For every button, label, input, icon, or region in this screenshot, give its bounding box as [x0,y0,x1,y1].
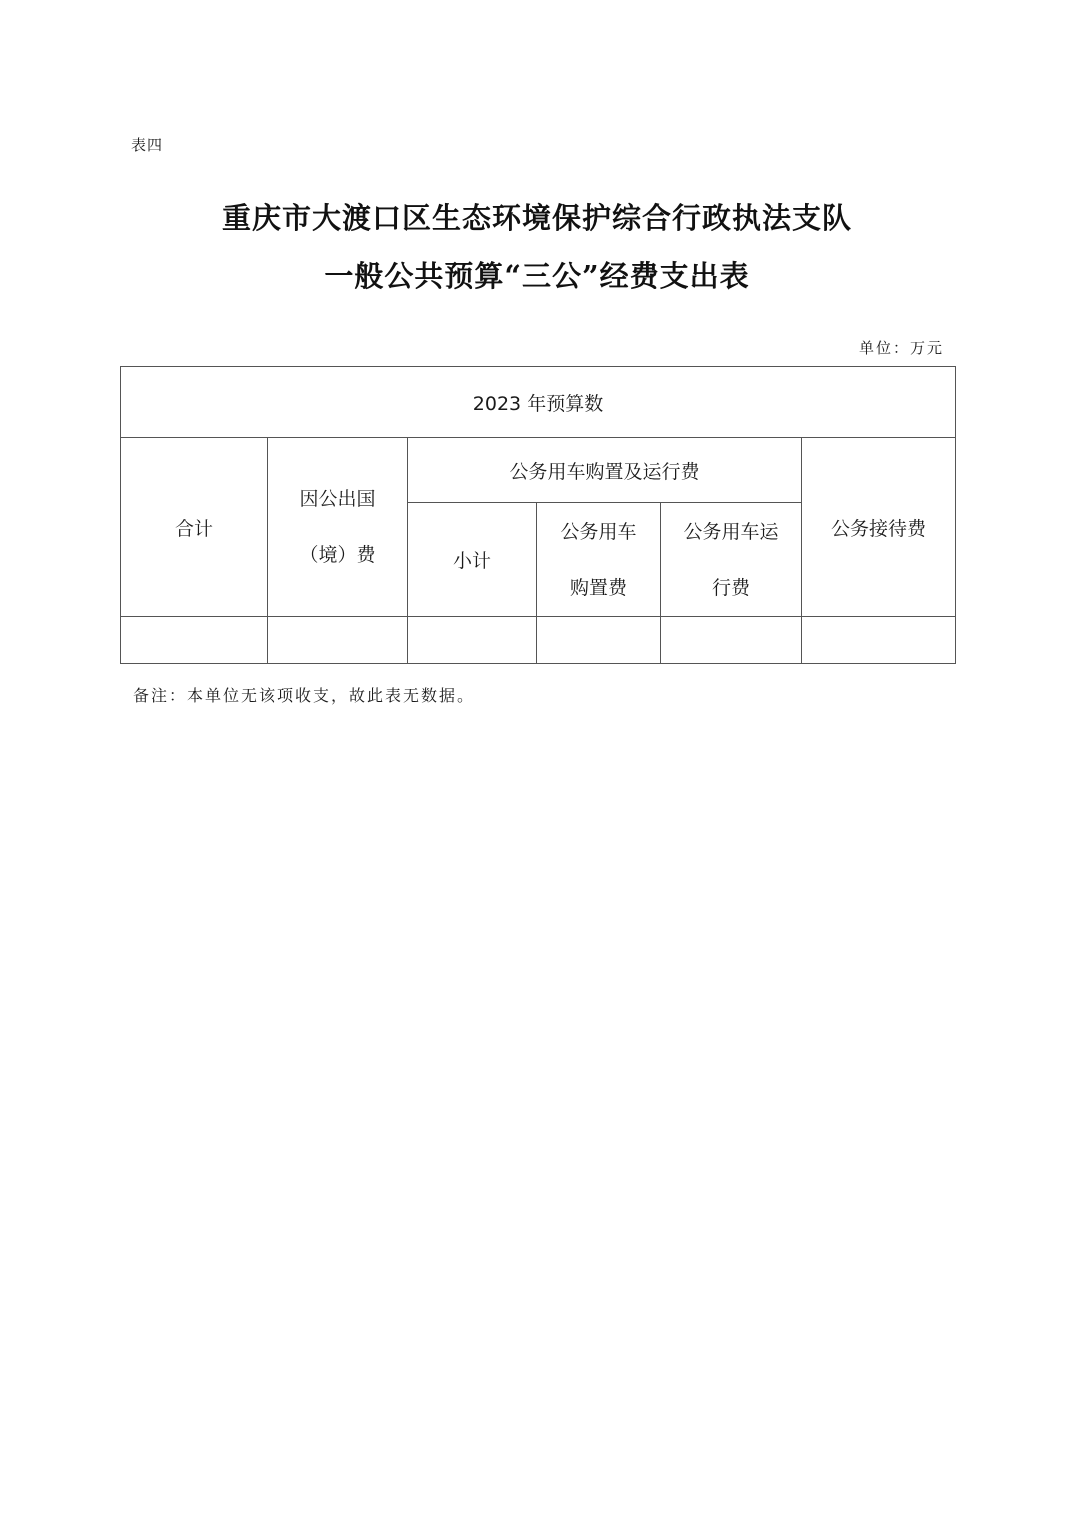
table-cell-vehicle-purchase [537,617,661,664]
col-vehicle-operation-header [661,503,802,617]
col-abroad-line1: 因公出国 [299,488,376,510]
table-header-row [121,438,956,503]
col-vehicle-purchase-header [537,503,661,617]
footnote: 备注：本单位无该项收支，故此表无数据。 [133,686,476,705]
col-reception-header: 公务接待费 [802,438,956,617]
table-cell-vehicle-operation [661,617,802,664]
page-title: 重庆市大渡口区生态环境保护综合行政执法支队 [221,201,852,235]
table-cell-abroad [268,617,408,664]
col-abroad-header [268,438,408,617]
unit-label: 单位：万元 [858,339,944,357]
page-subtitle: 一般公共预算“三公”经费支出表 [324,259,750,293]
col-vehicle-operation-line2: 行费 [711,576,750,599]
col-vehicle-group-header: 公务用车购置及运行费 [408,438,802,503]
table-label: 表四 [131,136,164,154]
table-header-row [121,367,956,438]
col-abroad-line2: （境）费 [299,544,376,566]
col-total-header: 合计 [121,438,268,617]
col-vehicle-purchase-line2: 购置费 [569,576,627,599]
col-vehicle-purchase-line1: 公务用车 [560,520,637,543]
table-row [121,617,956,664]
budget-table [120,366,956,664]
col-vehicle-operation-line1: 公务用车运 [683,520,779,543]
table-cell-subtotal [408,617,537,664]
col-subtotal-header: 小计 [408,503,537,617]
table-cell-reception [802,617,956,664]
year-header: 2023 年预算数 [121,367,956,438]
table-cell-total [121,617,268,664]
